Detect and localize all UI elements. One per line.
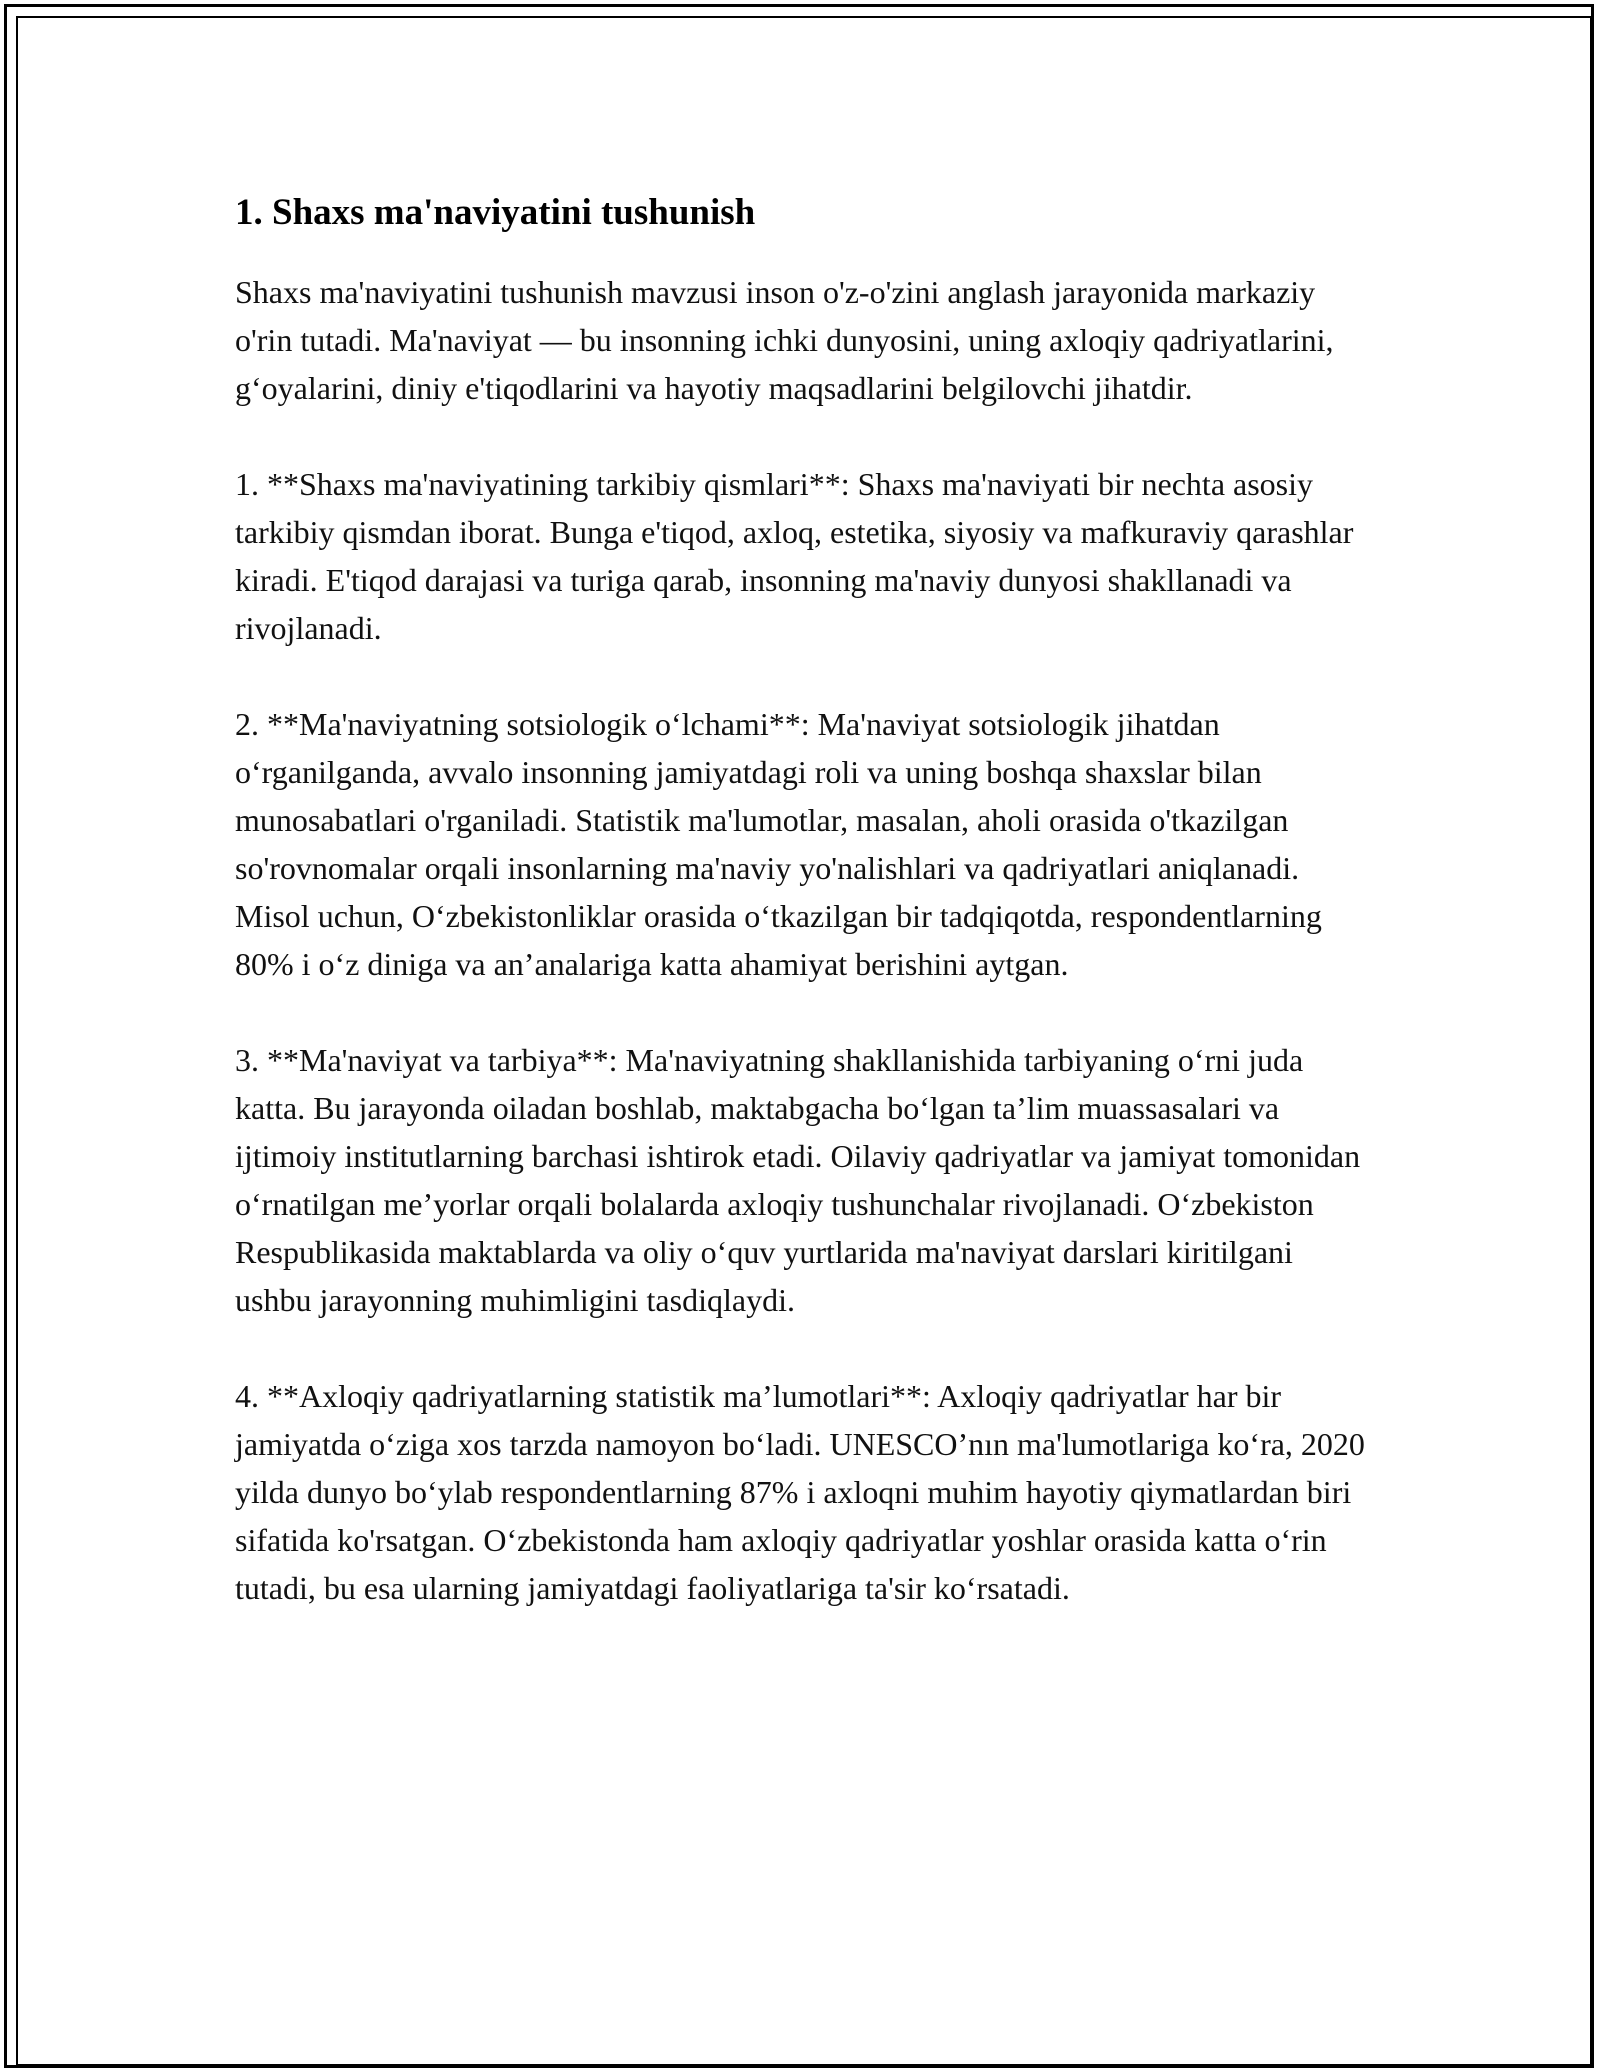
section-paragraph-1: 1. **Shaxs ma'naviyatining tarkibiy qismlari**: Shaxs ma'naviyati bir nechta asosiy tarkibiy qismdan iborat. Bunga e'tiqod, axloq, estetika, siyosiy va mafkuraviy qarashlar kiradi. E'tiqod darajasi va turiga qarab, insonning ma'naviy dunyosi shakllanadi va rivojlanadi. xyxy=(235,466,1354,646)
page-title: 1. Shaxs ma'naviyatini tushunish xyxy=(235,192,756,233)
document-body xyxy=(235,186,1365,1660)
section-paragraph-4: 4. **Axloqiy qadriyatlarning statistik ma’lumotlari**: Axloqiy qadriyatlar har bir jamiyatda oʻziga xos tarzda namoyon boʻladi. UNESCO’nın ma'lumotlariga koʻra, 2020 yilda dunyo boʻylab respondentlarning 87% i axloqni muhim hayotiy qiymatlardan biri sifatida ko'rsatgan. Oʻzbekistonda ham axloqiy qadriyatlar yoshlar orasida katta oʻrin tutadi, bu esa ularning jamiyatdagi faoliyatlariga ta'sir koʻrsatadi. xyxy=(235,1378,1365,1606)
section-paragraph-2: 2. **Ma'naviyatning sotsiologik oʻlchami**: Ma'naviyat sotsiologik jihatdan oʻrganilganda, avvalo insonning jamiyatdagi roli va uning boshqa shaxslar bilan munosabatlari o'rganiladi. Statistik ma'lumotlar, masalan, aholi orasida o'tkazilgan so'rovnomalar orqali insonlarning ma'naviy yo'nalishlari va qadriyatlari aniqlanadi. Misol uchun, Oʻzbekistonliklar orasida oʻtkazilgan bir tadqiqotda, respondentlarning 80% i oʻz diniga va an’analariga katta ahamiyat berishini aytgan. xyxy=(235,706,1322,982)
intro-paragraph: Shaxs ma'naviyatini tushunish mavzusi inson o'z-o'zini anglash jarayonida markaziy o'rin tutadi. Ma'naviyat — bu insonning ichki dunyosini, uning axloqiy qadriyatlarini, gʻoyalarini, diniy e'tiqodlarini va hayotiy maqsadlarini belgilovchi jihatdir. xyxy=(235,274,1334,406)
section-paragraph-3: 3. **Ma'naviyat va tarbiya**: Ma'naviyatning shakllanishida tarbiyaning oʻrni juda katta. Bu jarayonda oiladan boshlab, maktabgacha boʻlgan ta’lim muassasalari va ijtimoiy institutlarning barchasi ishtirok etadi. Oilaviy qadriyatlar va jamiyat tomonidan oʻrnatilgan me’yorlar orqali bolalarda axloqiy tushunchalar rivojlanadi. Oʻzbekiston Respublikasida maktablarda va oliy oʻquv yurtlarida ma'naviyat darslari kiritilgani ushbu jarayonning muhimligini tasdiqlaydi. xyxy=(235,1042,1361,1318)
